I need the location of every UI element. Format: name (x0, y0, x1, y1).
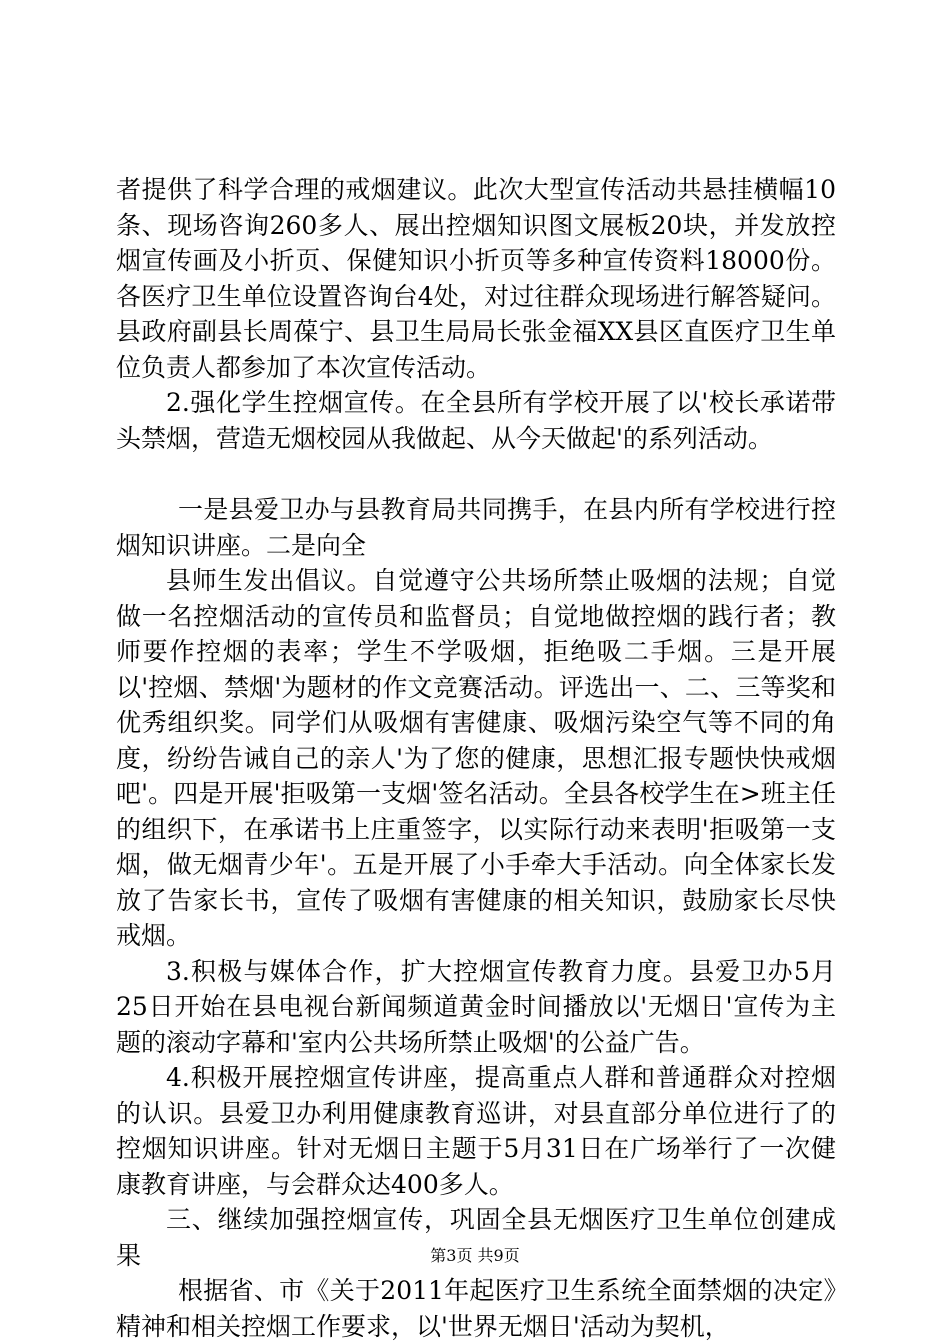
paragraph-media: 3.积极与媒体合作，扩大控烟宣传教育力度。县爱卫办5月25日开始在县电视台新闻频道黄金时间播放以'无烟日'宣传为主题的滚动字幕和'室内公共场所禁止吸烟'的公益广告。 (116, 956, 836, 1057)
paragraph-student-campaign: 2.强化学生控烟宣传。在全县所有学校开展了以'校长承诺带头禁烟，营造无烟校园从我做起、从今天做起'的系列活动。 (116, 388, 836, 453)
document-body (116, 172, 836, 1344)
paragraph-item-one: 一是县爱卫办与县教育局共同携手，在县内所有学校进行控烟知识讲座。二是向全 (116, 495, 836, 560)
paragraph-initiative: 县师生发出倡议。自觉遵守公共场所禁止吸烟的法规；自觉做一名控烟活动的宣传员和监督员；自觉地做控烟的践行者；教师要作控烟的表率；学生不学吸烟，拒绝吸二手烟。三是开展以'控烟、禁烟'为题材的作文竞赛活动。评选出一、二、三等奖和优秀组织奖。同学们从吸烟有害健康、吸烟污染空气等不同的角度，纷纷告诫自己的亲人'为了您的健康，思想汇报专题快快戒烟吧'。四是开展'拒吸第一支烟'签名活动。全县各校学生在>班主任的组织下，在承诺书上庄重签字，以实际行动来表明'拒吸第一支烟，做无烟青少年'。五是开展了小手牵大手活动。向全体家长发放了告家长书，宣传了吸烟有害健康的相关知识，鼓励家长尽快戒烟。 (116, 566, 836, 950)
paragraph-campaign-summary: 者提供了科学合理的戒烟建议。此次大型宣传活动共悬挂横幅10条、现场咨询260多人、展出控烟知识图文展板20块，并发放控烟宣传画及小折页、保健知识小折页等多种宣传资料18000份。各医疗卫生单位设置咨询台4处，对过往群众现场进行解答疑问。县政府副县长周葆宁、县卫生局局长张金福XX县区直医疗卫生单位负责人都参加了本次宣传活动。 (116, 175, 836, 382)
paragraph-lectures: 4.积极开展控烟宣传讲座，提高重点人群和普通群众对控烟的认识。县爱卫办利用健康教育巡讲，对县直部分单位进行了的控烟知识讲座。针对无烟日主题于5月31日在广场举行了一次健康教育讲座，与会群众达400多人。 (116, 1063, 836, 1199)
paragraph-provincial-decision: 根据省、市《关于2011年起医疗卫生系统全面禁烟的决定》精神和相关控烟工作要求，以'世界无烟日'活动为契机， (116, 1276, 836, 1341)
section-heading-three: 三、继续加强控烟宣传，巩固全县无烟医疗卫生单位创建成果 (116, 1205, 836, 1270)
page-number-footer: 第3页 共9页 (430, 1246, 520, 1265)
